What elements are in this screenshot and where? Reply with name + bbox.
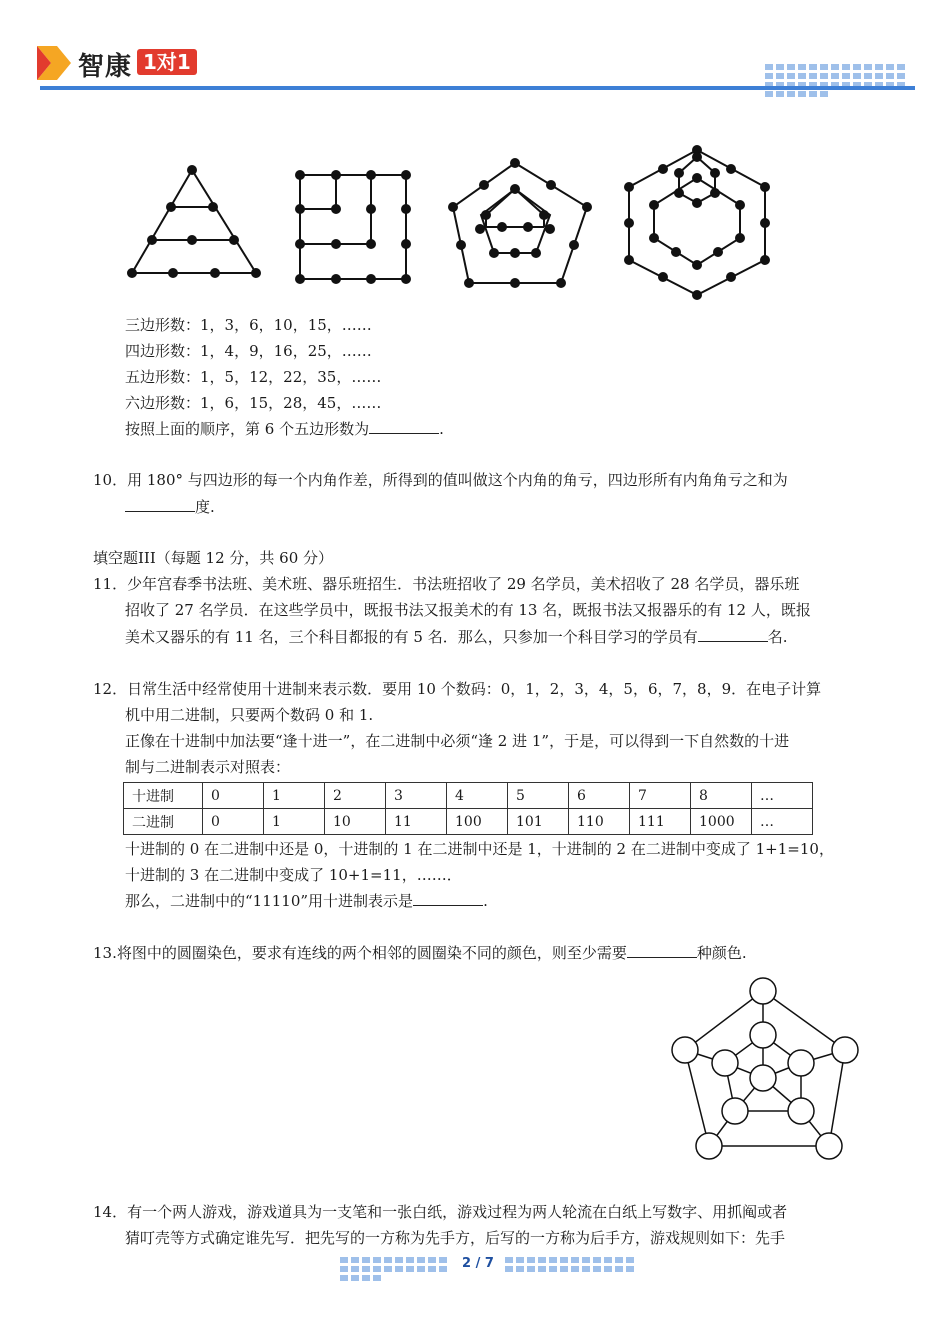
table-row [124,809,813,835]
q14-line-2: 猜叮壳等方式确定谁先写．把先写的一方称为先手方，后写的一方称为后手方，游戏规则如下：先手 [125,1229,786,1247]
decor-dot [798,64,806,70]
logo-text: 智康 [78,52,133,82]
decor-dot [406,1257,414,1263]
decor-dot [527,1266,535,1272]
decor-dot [787,64,795,70]
decor-dot [765,91,773,97]
decor-dot [798,91,806,97]
decor-dot [787,73,795,79]
q12-line-4: 制与二进制表示对照表： [125,758,291,776]
decor-dot [549,1266,557,1272]
footer-dots-left [340,1257,455,1281]
decor-dot [505,1257,513,1263]
decor-dot [439,1257,447,1263]
decor-dot [864,64,872,70]
table-cell: 7 [630,783,691,809]
answer-blank[interactable] [698,627,768,642]
table-cell: 2 [325,783,386,809]
decor-dot [582,1266,590,1272]
q13-text: 13.将图中的圆圈染色，要求有连线的两个相邻的圆圈染不同的颜色，则至少需要 [93,944,627,962]
decor-dot [340,1266,348,1272]
decor-dot [842,64,850,70]
decor-dot [351,1257,359,1263]
decor-dot [538,1266,546,1272]
q12-line-2: 机中用二进制，只要两个数码 0 和 1. [125,706,374,724]
decor-dot [776,73,784,79]
decor-dot [593,1266,601,1272]
table-cell: 111 [630,809,691,835]
coloring-graph [665,970,865,1170]
answer-blank[interactable] [125,497,195,512]
table-cell: 0 [203,783,264,809]
decor-dot [373,1257,381,1263]
decor-dot [571,1266,579,1272]
decor-dot [809,73,817,79]
decor-dot [373,1275,381,1281]
binary-table [123,782,813,835]
polygon-line-3: 五边形数：1，5，12，22，35，…… [125,368,382,386]
decor-dot [864,73,872,79]
decor-dot [593,1257,601,1263]
q12-line-7 [125,889,488,913]
decor-dot [439,1266,447,1272]
decor-dot [384,1257,392,1263]
decor-dot [626,1257,634,1263]
q14-line-1: 14．有一个两人游戏，游戏道具为一支笔和一张白纸，游戏过程为两人轮流在白纸上写数字、用抓阄或者 [93,1203,788,1221]
q12-line-7-text: 那么，二进制中的“11110”用十进制表示是 [125,892,414,910]
decor-dot [516,1257,524,1263]
decor-dot [527,1257,535,1263]
decor-dot [428,1257,436,1263]
decor-dot [765,73,773,79]
decor-dot [776,91,784,97]
decor-dot [340,1257,348,1263]
decor-dot [875,73,883,79]
decor-dot [853,64,861,70]
decor-dot [886,73,894,79]
table-row [124,783,813,809]
table-cell: 4 [447,783,508,809]
decor-dot [604,1257,612,1263]
decor-dot [362,1257,370,1263]
decor-dot [395,1257,403,1263]
header-dots [765,64,915,97]
logo-icon [37,46,71,80]
decor-dot [765,64,773,70]
table-cell: 10 [325,809,386,835]
decor-dot [351,1275,359,1281]
polygon-line-2: 四边形数：1，4，9，16，25，…… [125,342,372,360]
decor-dot [897,73,905,79]
decor-dot [560,1266,568,1272]
q11-line-3-end: 名. [767,628,788,646]
page-number: 2 / 7 [462,1256,494,1271]
q12-line-6: 十进制的 3 在二进制中变成了 10+1=11，……． [125,866,462,884]
decor-dot [886,64,894,70]
q11-line-3-text: 美术又器乐的有 11 名，三个科目都报的有 5 名．那么，只参加一个科目学习的学员有 [125,628,698,646]
decor-dot [831,64,839,70]
decor-dot [538,1257,546,1263]
table-cell: 1 [264,809,325,835]
decor-dot [406,1266,414,1272]
table-cell: 5 [508,783,569,809]
table-cell: 101 [508,809,569,835]
decor-dot [516,1266,524,1272]
q11-line-2: 招收了 27 名学员．在这些学员中，既报书法又报美术的有 13 名，既报书法又报器乐的有 12 人，既报 [125,601,811,619]
decor-dot [505,1266,513,1272]
table-cell: 3 [386,783,447,809]
decor-dot [853,73,861,79]
header-rule [40,86,915,90]
decor-dot [820,91,828,97]
decor-dot [417,1257,425,1263]
table-cell: … [752,783,813,809]
decor-dot [875,64,883,70]
table-cell: 110 [569,809,630,835]
section-title: 填空题III（每题 12 分，共 60 分） [93,549,334,567]
decor-dot [340,1275,348,1281]
q11-line-1: 11．少年宫春季书法班、美术班、器乐班招生．书法班招收了 29 名学员，美术招收了 28 名学员，器乐班 [93,575,800,593]
q12-line-5: 十进制的 0 在二进制中还是 0，十进制的 1 在二进制中还是 1，十进制的 2 在二进制中变成了 1+1=10， [125,840,834,858]
table-cell: 0 [203,809,264,835]
decor-dot [787,91,795,97]
polygon-line-4: 六边形数：1，6，15，28，45，…… [125,394,382,412]
table-cell: 1 [264,783,325,809]
q11-line-3 [125,625,788,649]
polygon-question-text: 按照上面的顺序，第 6 个五边形数为 [125,420,370,438]
decor-dot [384,1266,392,1272]
decor-dot [776,64,784,70]
logo-badge: 1对1 [137,49,197,75]
decor-dot [615,1257,623,1263]
table-cell: 100 [447,809,508,835]
polygon-question-end: . [439,420,444,438]
table-cell: 二进制 [124,809,203,835]
footer-dots-right [505,1257,635,1272]
answer-blank[interactable] [369,419,439,434]
table-cell: 11 [386,809,447,835]
q10-line-1: 10．用 180° 与四边形的每一个内角作差，所得到的值叫做这个内角的角亏，四边形所有内角角亏之和为 [93,471,788,489]
decor-dot [417,1266,425,1272]
decor-dot [897,64,905,70]
answer-blank[interactable] [413,891,483,906]
table-cell: 6 [569,783,630,809]
decor-dot [626,1266,634,1272]
q13-line [93,941,747,965]
decor-dot [615,1266,623,1272]
decor-dot [820,73,828,79]
table-cell: 十进制 [124,783,203,809]
decor-dot [373,1266,381,1272]
decor-dot [604,1266,612,1272]
decor-dot [842,73,850,79]
table-cell: 1000 [691,809,752,835]
polygonal-numbers-figure [120,145,780,305]
decor-dot [362,1266,370,1272]
q10-line-2 [125,495,215,519]
decor-dot [809,64,817,70]
decor-dot [428,1266,436,1272]
polygon-question [125,417,444,441]
decor-dot [351,1266,359,1272]
decor-dot [798,73,806,79]
decor-dot [820,64,828,70]
table-cell: … [752,809,813,835]
q12-line-3: 正像在十进制中加法要“逢十进一”，在二进制中必须“逢 2 进 1”，于是，可以得到一下自然数的十进 [125,732,790,750]
decor-dot [362,1275,370,1281]
q12-line-1: 12．日常生活中经常使用十进制来表示数．要用 10 个数码：0，1，2，3，4，5，6，7，8，9．在电子计算 [93,680,822,698]
q12-line-7-end: . [483,892,488,910]
decor-dot [831,73,839,79]
decor-dot [395,1266,403,1272]
answer-blank[interactable] [627,943,697,958]
decor-dot [560,1257,568,1263]
decor-dot [549,1257,557,1263]
table-cell: 8 [691,783,752,809]
q13-end: 种颜色. [696,944,747,962]
q10-line-2-text: 度. [195,498,215,516]
decor-dot [809,91,817,97]
decor-dot [571,1257,579,1263]
polygon-line-1: 三边形数：1，3，6，10，15，…… [125,316,372,334]
decor-dot [582,1257,590,1263]
